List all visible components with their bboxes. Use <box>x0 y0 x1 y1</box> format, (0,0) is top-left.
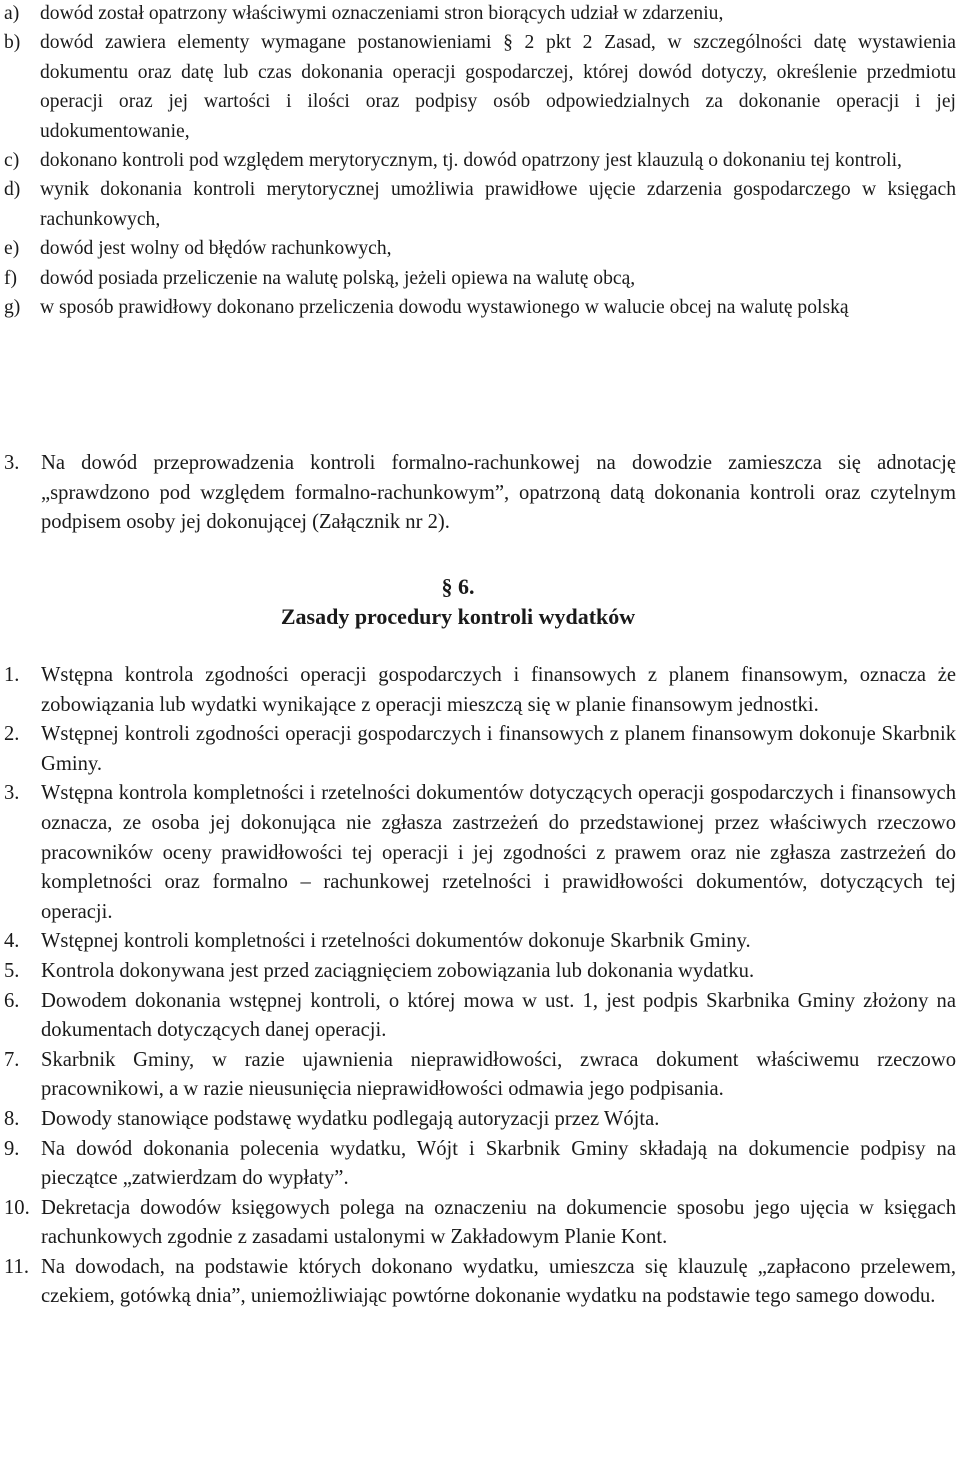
item-text: dowód jest wolny od błędów rachunkowych, <box>40 238 392 260</box>
item-text: Dekretacja dowodów księgowych polega na oznaczeniu na dokumencie sposobu jego ujęcia w księgach rachunkowych zgodnie z zasadami ustalonymi w Zakładowym Planie Kont. <box>41 1196 956 1249</box>
item-marker: b) <box>4 32 21 54</box>
item-marker: 7. <box>4 1048 20 1071</box>
item-text: Na dowód dokonania polecenia wydatku, Wójt i Skarbnik Gminy składają na dokumencie podpisy na pieczątce „zatwierdzam do wypłaty”. <box>41 1137 956 1190</box>
item-text: Wstępnej kontroli kompletności i rzetelności dokumentów dokonuje Skarbnik Gminy. <box>41 930 751 953</box>
list-item <box>0 987 960 1046</box>
numbered-list <box>0 661 960 1312</box>
item-marker: 10. <box>4 1196 30 1219</box>
list-item <box>0 234 960 263</box>
item-marker: d) <box>4 179 21 201</box>
item-marker: 5. <box>4 959 20 982</box>
item-marker: 8. <box>4 1107 20 1130</box>
list-item <box>0 1253 960 1312</box>
item-marker: f) <box>4 267 18 289</box>
list-item <box>0 720 960 779</box>
section-number: § 6. <box>441 574 475 599</box>
item-marker: 2. <box>4 723 20 746</box>
section-title: Zasady procedury kontroli wydatków <box>280 604 636 629</box>
sublist-a-g <box>0 0 960 322</box>
item-text: Dowody stanowiące podstawę wydatku podlegają autoryzacji przez Wójta. <box>41 1107 660 1130</box>
item-marker: 3. <box>4 782 20 805</box>
list-item <box>0 1105 960 1135</box>
list-item <box>0 779 960 927</box>
item-marker: e) <box>4 238 20 260</box>
item-text: dowód posiada przeliczenie na walutę polską, jeżeli opiewa na walutę obcą, <box>40 267 636 289</box>
item-text: dokonano kontroli pod względem merytorycznym, tj. dowód opatrzony jest klauzulą o dokonaniu tej kontroli, <box>40 150 902 172</box>
list-item <box>0 927 960 957</box>
item-marker: a) <box>4 3 20 24</box>
numbered-list-intro <box>0 449 960 538</box>
list-item <box>0 146 960 175</box>
list-item <box>0 1046 960 1105</box>
list-item <box>0 0 960 28</box>
item-text: Na dowodach, na podstawie których dokonano wydatku, umieszcza się klauzulę „zapłacono przelewem, czekiem, gotówką dnia”, uniemożliwiając powtórne dokonanie wydatku na podstawie tego samego dowodu. <box>41 1255 956 1308</box>
list-item <box>0 175 960 234</box>
item-text: Kontrola dokonywana jest przed zaciągnięciem zobowiązania lub dokonania wydatku. <box>41 959 755 982</box>
item-text: Wstępna kontrola kompletności i rzetelności dokumentów dotyczących operacji gospodarczych i finansowych oznacza, ze osoba jej dokonująca nie zgłasza zastrzeżeń do przedstawionej przez właściwych rzeczowo pracowników oceny prawidłowości tej operacji i jej zgodności z prawem oraz nie zgłasza zastrzeżeń do kompletności oraz formalno – rachunkowej rzetelności i prawidłowości dokumentów, dotyczących tej operacji. <box>41 782 956 923</box>
list-item <box>0 293 960 322</box>
list-item <box>0 1135 960 1194</box>
list-item <box>0 449 960 538</box>
item-marker: c) <box>4 150 20 172</box>
section-heading <box>0 572 916 632</box>
list-item <box>0 957 960 987</box>
item-marker: 3. <box>4 452 20 474</box>
item-marker: g) <box>4 297 21 319</box>
item-marker: 6. <box>4 989 20 1012</box>
list-item <box>0 1194 960 1253</box>
item-marker: 9. <box>4 1137 20 1160</box>
list-item <box>0 661 960 720</box>
item-text: Na dowód przeprowadzenia kontroli formalno-rachunkowej na dowodzie zamieszcza się adnotację „sprawdzono pod względem formalno-rachunkowym”, opatrzoną datą dokonania kontroli oraz czytelnym podpisem osoby jej dokonującej (Załącznik nr 2). <box>41 452 956 534</box>
item-text: Wstępna kontrola zgodności operacji gospodarczych i finansowych z planem finansowym, oznacza że zobowiązania lub wydatki wynikające z operacji mieszczą się w planie finansowym jednostki. <box>41 664 956 716</box>
list-item <box>0 28 960 146</box>
item-text: wynik dokonania kontroli merytorycznej umożliwia prawidłowe ujęcie zdarzenia gospodarczego w księgach rachunkowych, <box>40 179 956 230</box>
item-marker: 4. <box>4 930 20 953</box>
list-item <box>0 264 960 293</box>
item-text: Dowodem dokonania wstępnej kontroli, o której mowa w ust. 1, jest podpis Skarbnika Gminy złożony na dokumentach dotyczących danej operacji. <box>41 989 956 1042</box>
item-text: w sposób prawidłowy dokonano przeliczenia dowodu wystawionego w walucie obcej na walutę polską <box>40 297 849 319</box>
item-text: dowód zawiera elementy wymagane postanowieniami § 2 pkt 2 Zasad, w szczególności datę wystawienia dokumentu oraz datę lub czas dokonania operacji gospodarczej, której dowód dotyczy, określenie przedmiotu operacji oraz jej wartości i ilości oraz podpisy osób odpowiedzialnych za dokonanie operacji i jej udokumentowanie, <box>40 32 956 142</box>
item-marker: 11. <box>4 1255 29 1278</box>
item-marker: 1. <box>4 664 20 686</box>
item-text: Wstępnej kontroli zgodności operacji gospodarczych i finansowych z planem finansowym dokonuje Skarbnik Gminy. <box>41 723 956 775</box>
item-text: Skarbnik Gminy, w razie ujawnienia nieprawidłowości, zwraca dokument właściwemu rzeczowo pracownikowi, a w razie nieusunięcia nieprawidłowości odmawia jego podpisania. <box>41 1048 956 1101</box>
item-text: dowód został opatrzony właściwymi oznaczeniami stron biorących udział w zdarzeniu, <box>40 3 724 24</box>
